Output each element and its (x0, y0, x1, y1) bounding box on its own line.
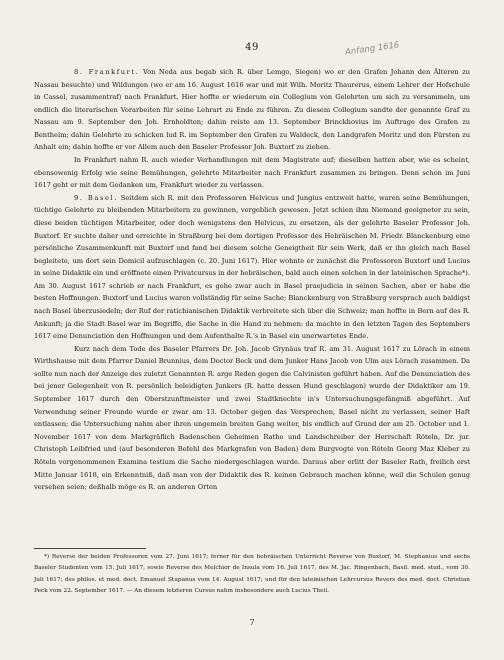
section-label-basel: 9. Basel. (74, 193, 118, 202)
section-label-frankfurt: 8. Frankfurt. (74, 68, 140, 76)
paragraph-frankfurt-continued (34, 154, 470, 192)
page-number: 49 (245, 42, 259, 53)
paragraph-text: Von Neda aus begab sich R. über Lemgo, Siegen) wo er den Grafen Johann den Älteren zu Nassau besuchte) und Wildungen (wo er am 16. August 1616 war und mit Wilh. Moritz Thaurerus, einem Lehrer der Hofschule in Cassel, zusammentraf) nach Frankfurt. Hier hoffte er wiederum ein Collegium von Gelehrten um sich zu versammeln, um endlich die literarischen Vorarbeiten für seine Lehrart zu Ende zu führen. Zu diesem Collegium sandte der genannte Graf zu Nassau am 9. September den Joh. Ernholdten; dahin reiste am 13. September Brinckhovius im Auftrage des Grafen zu Bentheim; dahin Gelehrte zu schicken lud R. im September den Grafen zu Waldeck, den Landgrafen Moritz und den Fürsten zu Anhalt ein; dahin hoffte er vor Allem auch den Baseler Professor Joh. Buxtorf zu ziehen. (34, 68, 470, 152)
paragraph-loerach (34, 343, 470, 494)
footnote-paragraph (34, 552, 470, 598)
signature-mark: 7 (249, 618, 255, 627)
paragraph-basel (34, 192, 470, 343)
paragraph-text: In Frankfurt nahm R. auch wieder Verhandlungen mit dem Magistrate auf; dieselben hatten aber, wie es scheint, ebensowenig Erfolg wie seine Bemühungen, gelehrte Mitarbeiter nach Frankfurt zusammen zu bringen. Denn schon im Juni 1617 geht er mit dem Gedanken um, Frankfurt wieder zu verlassen. (34, 156, 470, 190)
footnote (34, 552, 470, 598)
main-text (34, 66, 470, 494)
paragraph-frankfurt (34, 66, 470, 154)
footnote-text: Reverse der beiden Professoren vom 27. Juni 1617; ferner für den hebräischen Unterricht Reverse von Buxtorf, M. Stephanius und sechs Baseler Studenten vom 15. Juli 1617, sowie Reverse des Melchior de Insula vom 16. Juli 1617, des M. Jac. Ringenbach, Basil. med. stud., vom 30. Juli 1617; des philos. et med. doct. Emanuel Stupanus vom 14. August 1617; und für den lateinischen Lehrcursus Revers des med. doct. Christian Peck vom 22. September 1617. — An diesem letzteren Cursus nahm insbesondere auch Lucius Theil. (34, 554, 471, 595)
paragraph-text: Kurz nach dem Tode des Baseler Pfarrers Dr. Joh. Jacob Grynäus traf R. am 31. August 1617 zu Lörach in einem Wirthshause mit dem Pfarrer Daniel Brunnius, dem Doctor Beck und dem Junker Hans Jacob von Ulm aus Lörach zusammen. Da sollte nun nach der Anzeige des zuletzt Genannten R. arge Reden gegen die Calvinisten geführt haben. Auf die Denunciation des bei jener Gelegenheit von R. persönlich beleidigten Junkers (R. hatte dessen Hund geschlagen) wurde der Didaktiker am 19. September 1617 durch den Oberstzunftmeister und zwei Stadtknechte in's Untersuchungsgefängniß abgeführt. Auf Verwendung seiner Freunde wurde er zwar am 13. October gegen das Versprechen, Basel nicht zu verlassen, seiner Haft entlassen; die Untersuchung nahm aber ihren ungemein breiten Gang weiter, bis endlich auf Grund der am 25. October und 1. November 1617 von dem Markgräflich Badenschen Geheimen Rathe und Landschreiber der Herrschaft Röteln, Dr. jur. Christoph Leibfried und (auf besonderen Befehl des Markgrafen von Baden) dem Burgvogte von Röteln Georg Maz Kleber zu Röteln vorgenommenen Examina testium die Sache niedergeschlagen wurde. Daraus aber erlitt der Baseler Rath, freilich erst Mitte Januar 1618, ein Erkenntniß, daß man von der Didaktik des R. keinen Gebrauch machen könne, weil die Schulen genug versehen seien; deßhalb möge es R. an anderen Orten (34, 344, 470, 492)
paragraph-text: Seitdem sich R. mit den Professoren Helvicus und Jungius entzweit hatte, waren seine Bemühungen, tüchtige Gelehrte zu bleibenden Mitarbeitern zu gewinnen, vergeblich gewesen. Jetzt schien ihm Niemand geeigneter zu sein, diese beiden tüchtigen Mitarbeiter, oder doch wenigstens den Helvicus, zu ersetzen, als der gelehrte Baseler Professor Joh. Buxtorf. Er suchte daher und erreichte in Straßburg bei dem dortigen Professor des Hebräischen M. Friedr. Blanckenburg eine persönliche Zusammenkunft mit Buxtorf und fand bei diesem solche Geneigtheit für sein Werk, daß er ihn gleich nach Basel begleitete, um dort sein Domicil aufzuschlagen (c. 20. Juni 1617). Hier wohnte er zunächst die Professoren Buxtorf und Lucius in seine Didaktik ein und eröffnete einen Privatcursus in der hebräischen, bald auch einen solchen in der lateinischen Sprache*). Am 30. August 1617 schrieb er nach Frankfurt, es gehe zwar auch in Basel praejudicia in seinen Sachen, aber er habe die besten Hoffnungen. Buxtorf und Lucius waren vollständig für seine Sache; Blanckenburg von Straßburg versprach auch baldigst nach Basel überzusiedeln; der Ruf der ratichianischen Didaktik verbreitete sich über die Schweiz; man hoffte in Bern auf des R. Ankunft; ja die Stadt Basel war im Begriffe, die Sache in die Hand zu nehmen: da machte in den letzten Tagen des Septembers 1617 eine Denunciation den Hoffnungen und dem Aufenthalte R.'s in Basel ein unerwartetes Ende. (34, 193, 471, 341)
footnote-divider (34, 548, 146, 549)
handwritten-marginal-note: Anfang 1616 (344, 40, 400, 58)
footnote-marker: *) (44, 554, 50, 560)
